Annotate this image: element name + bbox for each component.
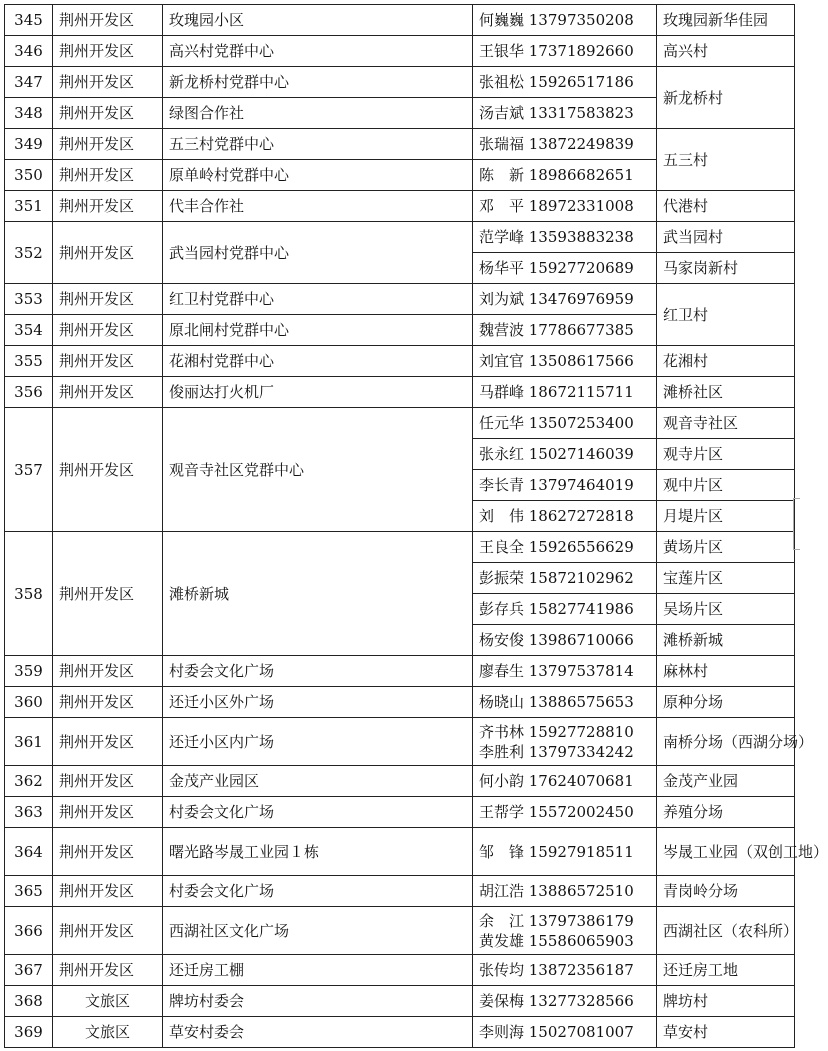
site-cell: 滩桥新城: [163, 532, 473, 656]
site-cell: 绿图合作社: [163, 98, 473, 129]
contact-cell: 胡江浩 13886572510: [473, 876, 657, 907]
site-cell: 村委会文化广场: [163, 876, 473, 907]
contact-cell: 王良全 15926556629: [473, 532, 657, 563]
contact-cell: 王银华 17371892660: [473, 36, 657, 67]
site-cell: 高兴村党群中心: [163, 36, 473, 67]
table-row: [5, 986, 795, 1017]
contact-cell: 张永红 15027146039: [473, 439, 657, 470]
site-cell: 观音寺社区党群中心: [163, 408, 473, 532]
grid-cell: 滩桥社区: [657, 377, 795, 408]
district-cell: 文旅区: [53, 986, 163, 1017]
contact-cell: 邓 平 18972331008: [473, 191, 657, 222]
table-row: [5, 797, 795, 828]
site-cell: 俊丽达打火机厂: [163, 377, 473, 408]
table-row: [5, 718, 795, 766]
grid-cell: 马家岗新村: [657, 253, 795, 284]
contact-cell: 李则海 15027081007: [473, 1017, 657, 1048]
grid-cell: 宝莲片区: [657, 563, 795, 594]
table-row: [5, 408, 795, 439]
district-cell: 荆州开发区: [53, 656, 163, 687]
row-number: 347: [5, 67, 53, 98]
district-cell: 荆州开发区: [53, 408, 163, 532]
grid-cell: 岑晟工业园（双创工地）: [657, 828, 795, 876]
district-cell: 荆州开发区: [53, 5, 163, 36]
table-row: [5, 828, 795, 876]
contact-line: 余 江 13797386179: [479, 911, 634, 930]
grid-cell: 观寺片区: [657, 439, 795, 470]
row-number: 356: [5, 377, 53, 408]
row-number: 349: [5, 129, 53, 160]
district-cell: 荆州开发区: [53, 346, 163, 377]
district-cell: 荆州开发区: [53, 222, 163, 284]
row-number: 357: [5, 408, 53, 532]
district-cell: 荆州开发区: [53, 718, 163, 766]
row-number: 363: [5, 797, 53, 828]
table-row: [5, 907, 795, 955]
contact-cell: 任元华 13507253400: [473, 408, 657, 439]
site-cell: 村委会文化广场: [163, 797, 473, 828]
grid-cell: 滩桥新城: [657, 625, 795, 656]
contact-cell: 陈 新 18986682651: [473, 160, 657, 191]
table-row: [5, 67, 795, 98]
grid-cell: 金茂产业园: [657, 766, 795, 797]
grid-cell: 观音寺社区: [657, 408, 795, 439]
grid-cell: 麻林村: [657, 656, 795, 687]
site-cell: 还迁小区外广场: [163, 687, 473, 718]
district-cell: 荆州开发区: [53, 907, 163, 955]
row-number: 353: [5, 284, 53, 315]
grid-cell: 青岗岭分场: [657, 876, 795, 907]
district-cell: 荆州开发区: [53, 876, 163, 907]
row-number: 362: [5, 766, 53, 797]
grid-cell: 武当园村: [657, 222, 795, 253]
district-cell: 荆州开发区: [53, 160, 163, 191]
row-number: 358: [5, 532, 53, 656]
contact-cell: 何巍巍 13797350208: [473, 5, 657, 36]
site-contact-table: [4, 4, 828, 1048]
contact-cell: 刘 伟 18627272818: [473, 501, 657, 532]
contact-cell: 廖春生 13797537814: [473, 656, 657, 687]
grid-cell: 五三村: [657, 129, 795, 191]
site-cell: 武当园村党群中心: [163, 222, 473, 284]
row-number: 351: [5, 191, 53, 222]
grid-cell: 南桥分场（西湖分场）: [657, 718, 795, 766]
row-number: 369: [5, 1017, 53, 1048]
district-cell: 荆州开发区: [53, 36, 163, 67]
contact-cell: 李长青 13797464019: [473, 470, 657, 501]
site-cell: 金茂产业园区: [163, 766, 473, 797]
contact-cell: [473, 907, 657, 955]
district-cell: 荆州开发区: [53, 191, 163, 222]
row-number: 365: [5, 876, 53, 907]
row-number: 346: [5, 36, 53, 67]
table-row: [5, 5, 795, 36]
row-number: 352: [5, 222, 53, 284]
site-cell: 代丰合作社: [163, 191, 473, 222]
contact-cell: 杨安俊 13986710066: [473, 625, 657, 656]
district-cell: 荆州开发区: [53, 687, 163, 718]
contact-cell: 姜保梅 13277328566: [473, 986, 657, 1017]
table-row: [5, 222, 795, 253]
contact-cell: 马群峰 18672115711: [473, 377, 657, 408]
site-cell: 新龙桥村党群中心: [163, 67, 473, 98]
table-row: [5, 1017, 795, 1048]
contact-cell: 王帮学 15572002450: [473, 797, 657, 828]
table-row: [5, 191, 795, 222]
table-row: [5, 377, 795, 408]
contact-line: 齐书林 15927728810: [479, 722, 634, 741]
grid-cell: 西湖社区（农科所）: [657, 907, 795, 955]
row-number: 345: [5, 5, 53, 36]
site-cell: 西湖社区文化广场: [163, 907, 473, 955]
site-cell: 牌坊村委会: [163, 986, 473, 1017]
contact-cell: 张瑞福 13872249839: [473, 129, 657, 160]
row-number: 366: [5, 907, 53, 955]
grid-cell: 观中片区: [657, 470, 795, 501]
contact-cell: 彭存兵 15827741986: [473, 594, 657, 625]
site-cell: 红卫村党群中心: [163, 284, 473, 315]
row-number: 361: [5, 718, 53, 766]
grid-cell: 高兴村: [657, 36, 795, 67]
contact-cell: 杨华平 15927720689: [473, 253, 657, 284]
table-row: [5, 687, 795, 718]
site-cell: 玫瑰园小区: [163, 5, 473, 36]
row-number: 368: [5, 986, 53, 1017]
grid-cell: 还迁房工地: [657, 955, 795, 986]
contact-cell: 刘宜官 13508617566: [473, 346, 657, 377]
row-number: 360: [5, 687, 53, 718]
table-row: [5, 955, 795, 986]
grid-cell: 玫瑰园新华佳园: [657, 5, 795, 36]
district-cell: 荆州开发区: [53, 98, 163, 129]
site-cell: 还迁小区内广场: [163, 718, 473, 766]
contact-cell: 邹 锋 15927918511: [473, 828, 657, 876]
contact-cell: 杨晓山 13886575653: [473, 687, 657, 718]
row-number: 348: [5, 98, 53, 129]
table-row: [5, 284, 795, 315]
grid-cell: 红卫村: [657, 284, 795, 346]
site-cell: 还迁房工棚: [163, 955, 473, 986]
contact-cell: 何小韵 17624070681: [473, 766, 657, 797]
contact-cell: 彭振荣 15872102962: [473, 563, 657, 594]
site-cell: 五三村党群中心: [163, 129, 473, 160]
row-number: 355: [5, 346, 53, 377]
table-row: [5, 346, 795, 377]
grid-cell: 吴场片区: [657, 594, 795, 625]
contact-line: 李胜利 13797334242: [479, 742, 634, 761]
contact-cell: 魏营波 17786677385: [473, 315, 657, 346]
contact-cell: 范学峰 13593883238: [473, 222, 657, 253]
row-number: 364: [5, 828, 53, 876]
district-cell: 荆州开发区: [53, 955, 163, 986]
grid-cell: 月堤片区: [657, 501, 795, 532]
table-row: [5, 876, 795, 907]
site-cell: 花湘村党群中心: [163, 346, 473, 377]
grid-cell: 代港村: [657, 191, 795, 222]
district-cell: 荆州开发区: [53, 828, 163, 876]
site-cell: 原单岭村党群中心: [163, 160, 473, 191]
row-number: 350: [5, 160, 53, 191]
table-row: [5, 656, 795, 687]
contact-cell: 张传均 13872356187: [473, 955, 657, 986]
grid-cell: 草安村: [657, 1017, 795, 1048]
district-cell: 荆州开发区: [53, 315, 163, 346]
grid-cell: 新龙桥村: [657, 67, 795, 129]
grid-cell: 黄场片区: [657, 532, 795, 563]
contact-line: 黄发雄 15586065903: [479, 931, 634, 950]
page-edge-marker: [793, 498, 800, 550]
district-cell: 荆州开发区: [53, 797, 163, 828]
site-cell: 曙光路岑晟工业园１栋: [163, 828, 473, 876]
grid-cell: 牌坊村: [657, 986, 795, 1017]
district-cell: 文旅区: [53, 1017, 163, 1048]
contact-cell: 刘为斌 13476976959: [473, 284, 657, 315]
row-number: 354: [5, 315, 53, 346]
district-cell: 荆州开发区: [53, 67, 163, 98]
grid-cell: 花湘村: [657, 346, 795, 377]
contact-cell: [473, 718, 657, 766]
table-row: [5, 129, 795, 160]
table-row: [5, 766, 795, 797]
row-number: 359: [5, 656, 53, 687]
contact-cell: 张祖松 15926517186: [473, 67, 657, 98]
contact-cell: 汤吉斌 13317583823: [473, 98, 657, 129]
district-cell: 荆州开发区: [53, 284, 163, 315]
table-row: [5, 532, 795, 563]
row-number: 367: [5, 955, 53, 986]
site-cell: 草安村委会: [163, 1017, 473, 1048]
site-cell: 原北闸村党群中心: [163, 315, 473, 346]
table-row: [5, 36, 795, 67]
district-cell: 荆州开发区: [53, 129, 163, 160]
grid-cell: 原种分场: [657, 687, 795, 718]
grid-cell: 养殖分场: [657, 797, 795, 828]
district-cell: 荆州开发区: [53, 766, 163, 797]
district-cell: 荆州开发区: [53, 532, 163, 656]
district-cell: 荆州开发区: [53, 377, 163, 408]
site-cell: 村委会文化广场: [163, 656, 473, 687]
